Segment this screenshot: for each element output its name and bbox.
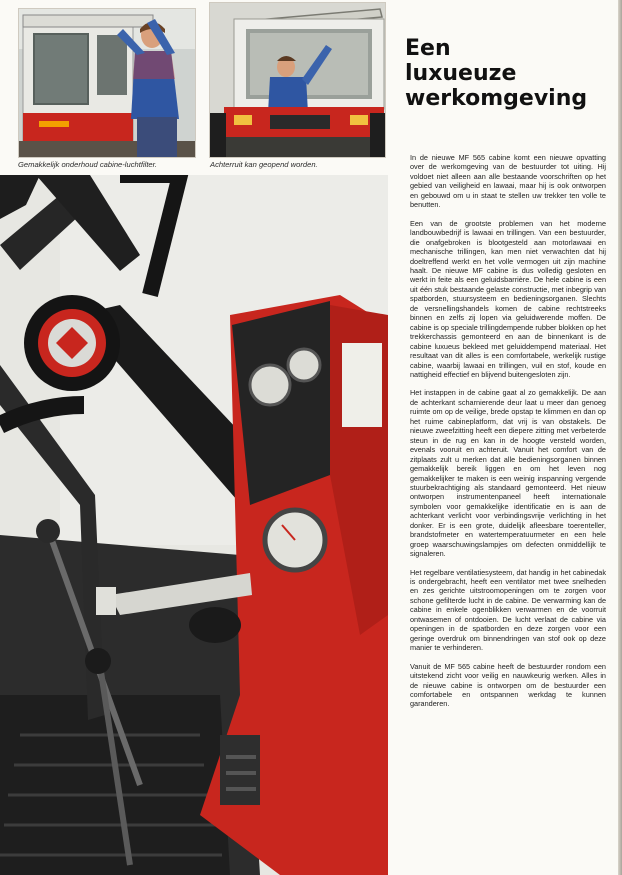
photo-air-filter	[18, 8, 196, 158]
paragraph-4: Het regelbare ventilatiesysteem, dat handig in het cabinedak is ondergebracht, heeft een ventilator met twee snelheden en zes gerichte uitstroomopeningen om te zorgen voor schone gefilterde lucht in de cabine. De verwarming kan de cabine in enkele ogenblikken verwarmen en de voorruit ontwasemen of ontdooien. De lucht verlaat de cabine via openingen in de spatborden en deze zorgen voor een geringe overdruk om binnendringen van stof ook op deze manier te verhinderen.	[410, 567, 606, 653]
title-line-2: luxueuze	[405, 61, 517, 86]
paragraph-3: Het instappen in de cabine gaat al zo gemakkelijk. De aan de achterkant scharnierende deur laat u meer dan genoeg ruimte om op de veilige, brede opstap te klimmen en dan op het ruime cabineplatform, dat vrij is van obstakels. De nieuwe zweefzitting heeft een diepere zitting met verbeterde steun in de rug en kan in de hoogte versteld worden, evenals vooruit en achteruit. Vanuit het comfort van de zitplaats zult u merken dat alle bedieningsorganen binnen gemakkelijk bereik liggen en om het leven nog gemakkelijker te maken is een weinig inspanning vergende stuurbekrachtiging als standaard gemonteerd. Het nieuw ontworpen instrumentenpaneel heeft internationale symbolen voor gemakkelijke identificatie en is aan de achterkant verlicht voor verbindingsvrije verlichting in het donker. Er is een grote, duidelijk afleesbare toerenteller, brandstofmeter en watertemperatuurmeter en een hele groep waarschuwingslampjes om defecten onmiddellijk te signaleren.	[410, 388, 606, 559]
caption-rear-window: Achterruit kan geopend worden.	[210, 160, 318, 169]
paragraph-1: In de nieuwe MF 565 cabine komt een nieuwe opvatting over de werkomgeving van de bestuurder tot uiting. Hij voldoet niet alleen aan alle bestaande voorschriften op het gebied van veiligheid en lawaai, maar hij is ook ontworpen en gebouwd om u in staat te stellen uw trekker ten volle te benutten.	[410, 153, 606, 210]
page-edge	[618, 0, 622, 875]
photo-cab-interior	[0, 175, 388, 875]
title-line-3: werkomgeving	[405, 86, 588, 111]
title-line-1: Een	[405, 36, 451, 61]
caption-air-filter: Gemakkelijk onderhoud cabine-luchtfilter.	[18, 160, 158, 169]
photo-rear-window	[209, 2, 386, 158]
paragraph-5: Vanuit de MF 565 cabine heeft de bestuurder rondom een uitstekend zicht voor veilig en nauwkeurig werken. Alles in de nieuwe cabine is ontworpen om de bestuurder een comfortabele en ontspannen werkdag te kunnen garanderen.	[410, 661, 606, 709]
body-text	[410, 153, 606, 718]
page-title	[405, 36, 605, 111]
paragraph-2: Een van de grootste problemen van het moderne landbouwbedrijf is lawaai en trillingen. Van een bestuurder, die onafgebroken is blootgesteld aan motorlawaai en mechanische trillingen, kan men niet verwachten dat hij doeltreffend werkt en het volle vermogen uit zijn machine haalt. De nieuwe MF cabine is dus volledig gesloten en werkt in feite als een geluidsbarrière. De hele cabine is een uit één stuk bestaande gelaste constructie, met inbegrip van spatborden, stuursysteem en bedieningsorganen. Slechts de versnellingshandels komen de cabine rechtstreeks binnen en zelfs zij lopen via geluidwerende moffen. De cabine is op speciale trillingdempende rubber blokken op het trekkerchassis gemonteerd en aan de binnenkant is de cabine luxueus bekleed met geluiddempend materiaal. Het resultaat van dit alles is een comfortabele, werkelijk rustige cabine, waarbij lawaai en trillingen, vuil en stof, koude en nattigheid effectief en blijvend buitengesloten zijn.	[410, 218, 606, 379]
